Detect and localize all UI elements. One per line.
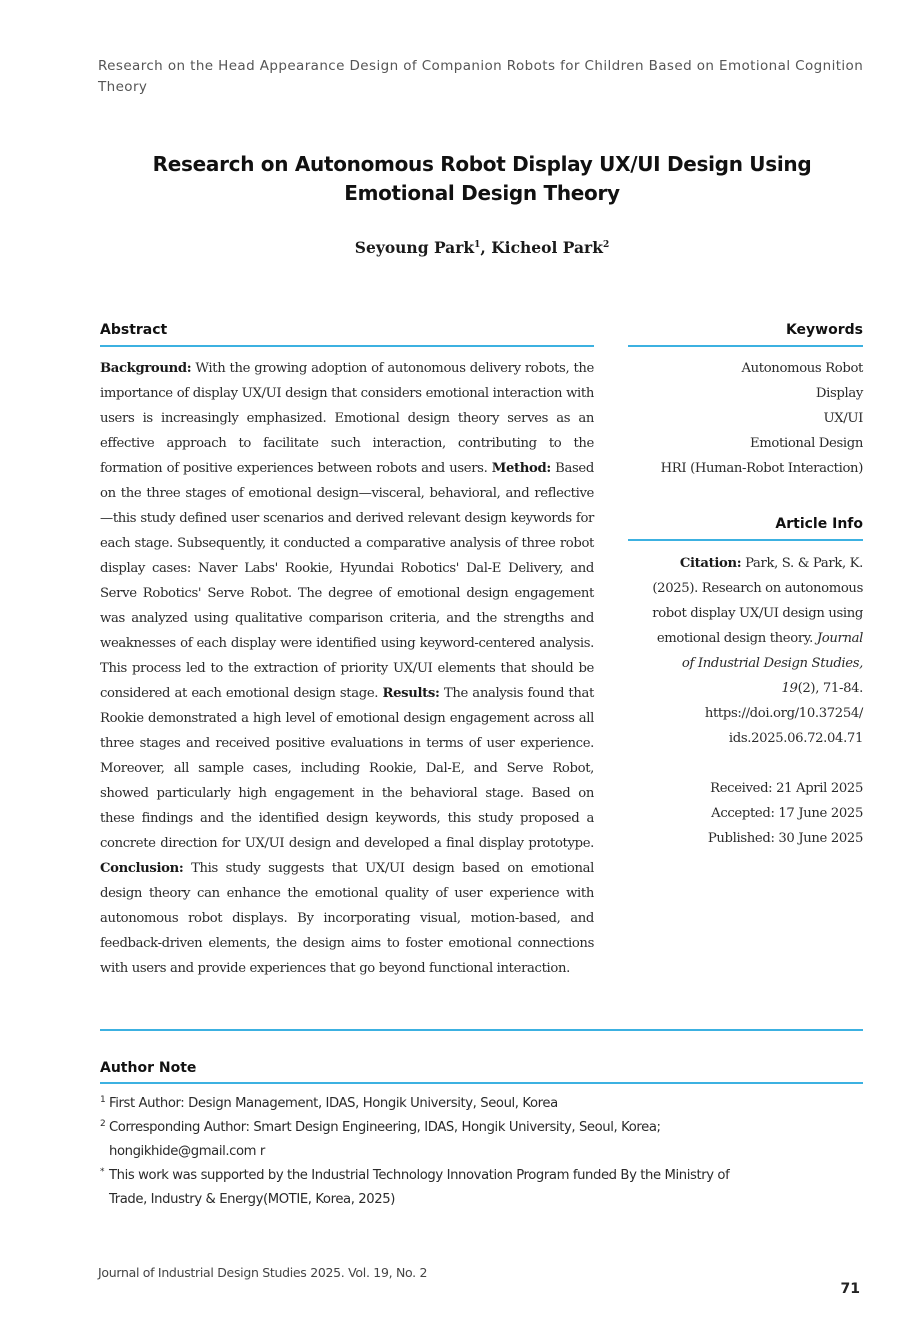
author-note-item bbox=[100, 1164, 870, 1212]
abstract-heading: Abstract bbox=[100, 322, 168, 338]
abstract-label-conclusion: Conclusion: bbox=[100, 861, 184, 876]
author-affiliation-mark: 2 bbox=[602, 239, 610, 250]
doi-link[interactable]: https://doi.org/10.37254/ bbox=[704, 706, 863, 721]
doi-link[interactable]: ids.2025.06.72.04.71 bbox=[728, 731, 863, 746]
citation-text: (2025). Research on autonomous bbox=[652, 581, 863, 596]
abstract-text-method: Based on the three stages of emotional design—visceral, behavioral, and reflective—this study defined user scenarios and derived relevant design keywords for each stage. Subsequently, it conducted a comparative analysis of three robot display cases: Naver Labs' Rookie, Hyundai Robotics' Dal-E Delivery, and Serve Robotics' Serve Robot. The degree of emotional design engagement was analyzed using qualitative comparison criteria, and the strengths and weaknesses of each display were identified using keyword-centered analysis. This process led to the extraction of priority UX/UI elements that should be considered at each emotional design stage. bbox=[100, 461, 594, 701]
note-text: Trade, Industry & Energy(MOTIE, Korea, 2025) bbox=[109, 1192, 396, 1207]
author-note-heading: Author Note bbox=[100, 1060, 197, 1076]
note-mark: 1 bbox=[100, 1095, 106, 1105]
issue-pages: (2), 71-84. bbox=[797, 681, 863, 696]
author-note-item bbox=[100, 1092, 870, 1116]
author-affiliation-mark: 1 bbox=[474, 239, 481, 250]
abstract-text-conclusion: This study suggests that UX/UI design based on emotional design theory can enhance the emotional quality of user experience with autonomous robot displays. By incorporating visual, motion-based, and feedback-driven elements, the design aims to foster emotional connections with users and provide experiences that go beyond functional interaction. bbox=[100, 861, 594, 976]
note-mark: 2 bbox=[100, 1119, 106, 1129]
note-text: This work was supported by the Industrial Technology Innovation Program funded By the Ministry of bbox=[109, 1168, 730, 1183]
keyword-item: Autonomous Robot bbox=[741, 361, 863, 376]
citation-label: Citation: bbox=[679, 556, 742, 571]
author-name: Seyoung Park bbox=[354, 238, 475, 257]
accepted-date: Accepted: 17 June 2025 bbox=[711, 806, 863, 821]
article-info-heading: Article Info bbox=[775, 516, 863, 532]
abstract-body bbox=[100, 356, 594, 981]
published-date: Published: 30 June 2025 bbox=[707, 831, 863, 846]
paper-title: Research on Autonomous Robot Display UX/UI Design Using Emotional Design Theory bbox=[152, 152, 812, 205]
abstract-label-method: Method: bbox=[491, 461, 551, 476]
author-note-item bbox=[100, 1116, 870, 1164]
abstract-bottom-rule bbox=[100, 1029, 863, 1031]
keywords-rule bbox=[628, 345, 863, 347]
journal-name: of Industrial Design Studies, bbox=[681, 656, 863, 671]
volume-number: 19 bbox=[781, 681, 798, 696]
abstract-label-background: Background: bbox=[100, 361, 192, 376]
citation-text: robot display UX/UI design using bbox=[652, 606, 863, 621]
footer-journal-info: Journal of Industrial Design Studies 2025. Vol. 19, No. 2 bbox=[98, 1265, 428, 1280]
keyword-item: Emotional Design bbox=[750, 436, 863, 451]
keyword-item: Display bbox=[815, 386, 863, 401]
page-number: 71 bbox=[840, 1281, 860, 1297]
author-note-rule bbox=[100, 1082, 863, 1084]
journal-name: Journal bbox=[816, 631, 863, 646]
article-info-rule bbox=[628, 539, 863, 541]
running-head: Research on the Head Appearance Design of Companion Robots for Children Based on Emotional Cognition Theory bbox=[98, 58, 864, 95]
author-notes bbox=[100, 1092, 870, 1212]
abstract-label-results: Results: bbox=[382, 686, 440, 701]
abstract-text-background: With the growing adoption of autonomous delivery robots, the importance of display UX/UI design that considers emotional interaction with users is increasingly emphasized. Emotional design theory serves as an effective approach to facilitate such interaction, contributing to the formation of positive experiences between robots and users. bbox=[100, 361, 594, 476]
keywords-list bbox=[628, 356, 863, 481]
abstract-text-results: The analysis found that Rookie demonstrated a high level of emotional design engagement across all three stages and received positive evaluations in terms of user experience. Moreover, all sample cases, including Rookie, Dal-E, and Serve Robot, showed particularly high engagement in the behavioral stage. Based on these findings and the identified design keywords, this study proposed a concrete direction for UX/UI design and developed a final display prototype. bbox=[100, 686, 594, 851]
author-list: Seyoung Park$^1$, Kicheol Park$^2$ bbox=[354, 238, 610, 257]
author-name: Kicheol Park bbox=[491, 238, 603, 257]
received-date: Received: 21 April 2025 bbox=[710, 781, 863, 796]
keyword-item: UX/UI bbox=[823, 411, 863, 426]
abstract-rule bbox=[100, 345, 594, 347]
note-mark: * bbox=[100, 1167, 105, 1177]
note-text: First Author: Design Management, IDAS, Hongik University, Seoul, Korea bbox=[109, 1096, 558, 1111]
citation-text: Park, S. & Park, K. bbox=[741, 556, 863, 571]
citation-block bbox=[628, 551, 863, 851]
keyword-item: HRI (Human-Robot Interaction) bbox=[660, 461, 863, 476]
keywords-heading: Keywords bbox=[785, 322, 863, 338]
author-email[interactable]: hongikhide@gmail.com r bbox=[109, 1144, 265, 1159]
citation-text: emotional design theory. bbox=[656, 631, 817, 646]
note-text: Corresponding Author: Smart Design Engineering, IDAS, Hongik University, Seoul, Korea; bbox=[109, 1120, 661, 1135]
